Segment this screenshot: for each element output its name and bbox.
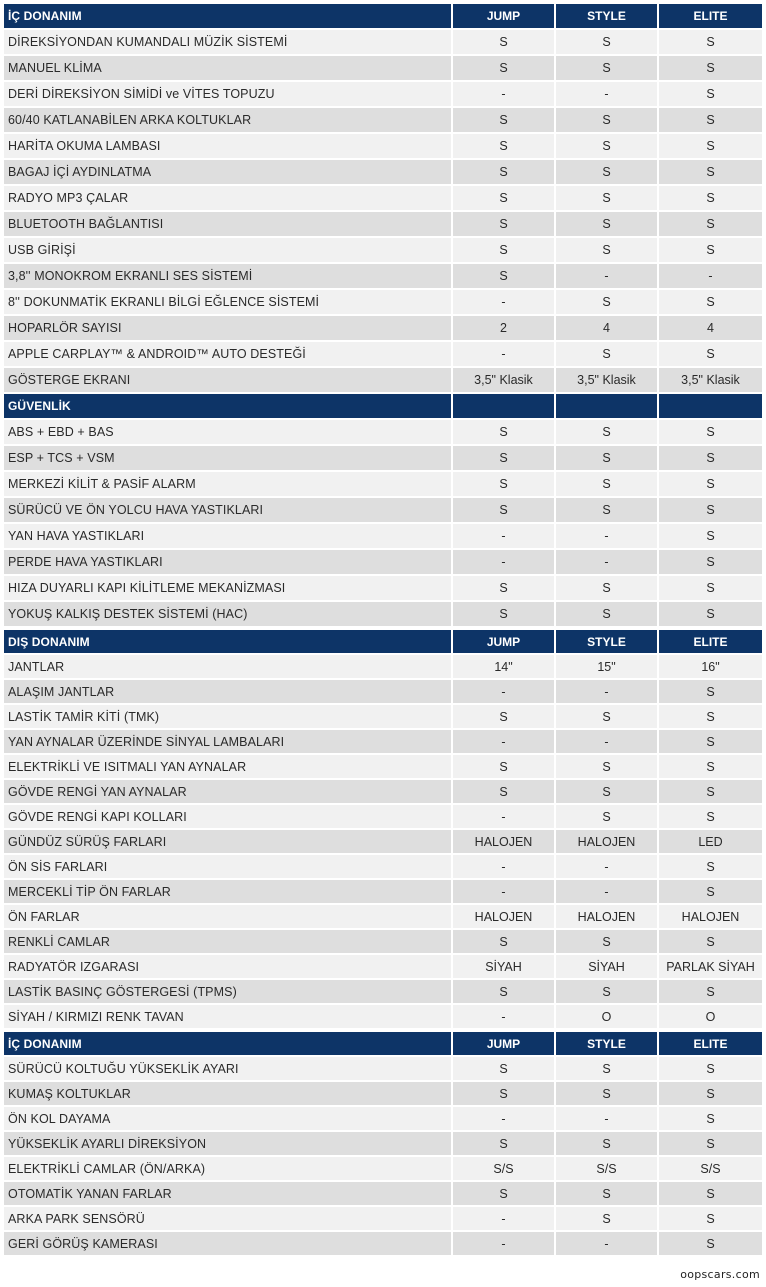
spec-section [4,630,762,1030]
trim-value: S [556,134,659,160]
trim-value: - [453,730,556,755]
feature-label: RENKLİ CAMLAR [4,930,453,955]
feature-label: ARKA PARK SENSÖRÜ [4,1207,453,1232]
trim-value: S [556,160,659,186]
table-row [4,1057,762,1082]
table-row [4,82,762,108]
trim-value: S [556,420,659,446]
trim-value: S [659,1057,762,1082]
trim-value: S [453,56,556,82]
table-row [4,550,762,576]
trim-value: S [453,160,556,186]
trim-value: S [659,680,762,705]
table-row [4,655,762,680]
trim-value: S [556,805,659,830]
trim-value: S [453,238,556,264]
table-row [4,316,762,342]
trim-value: - [453,680,556,705]
trim-value: S [659,420,762,446]
trim-value: SİYAH [453,955,556,980]
table-row [4,602,762,628]
feature-label: MANUEL KLİMA [4,56,453,82]
column-header: JUMP [453,630,556,655]
table-row [4,1082,762,1107]
trim-value: S [659,1182,762,1207]
column-header: STYLE [556,630,659,655]
trim-value: S [659,930,762,955]
feature-label: YAN AYNALAR ÜZERİNDE SİNYAL LAMBALARI [4,730,453,755]
trim-value: - [556,1107,659,1132]
feature-label: HIZA DUYARLI KAPI KİLİTLEME MEKANİZMASI [4,576,453,602]
trim-value: S [556,930,659,955]
table-row [4,680,762,705]
feature-label: RADYO MP3 ÇALAR [4,186,453,212]
table-row [4,56,762,82]
feature-label: ABS + EBD + BAS [4,420,453,446]
feature-label: 60/40 KATLANABİLEN ARKA KOLTUKLAR [4,108,453,134]
trim-value: S [453,602,556,628]
trim-value: 3,5" Klasik [453,368,556,394]
trim-value: S [556,56,659,82]
trim-value: 14" [453,655,556,680]
trim-value: - [556,550,659,576]
column-header: JUMP [453,1032,556,1057]
trim-value: S [556,342,659,368]
column-header [659,394,762,420]
trim-value: SİYAH [556,955,659,980]
section-title: DIŞ DONANIM [4,630,453,655]
section-header [4,4,762,30]
trim-value: S [556,705,659,730]
trim-value: - [453,290,556,316]
trim-value: S [659,805,762,830]
feature-label: GÖSTERGE EKRANI [4,368,453,394]
trim-value: S [556,446,659,472]
table-row [4,1005,762,1030]
trim-value: S [453,1082,556,1107]
trim-value: 3,5" Klasik [659,368,762,394]
feature-label: KUMAŞ KOLTUKLAR [4,1082,453,1107]
trim-value: S [453,1182,556,1207]
table-row [4,1132,762,1157]
section-header [4,1032,762,1057]
trim-value: - [556,855,659,880]
table-row [4,955,762,980]
feature-label: ELEKTRİKLİ CAMLAR (ÖN/ARKA) [4,1157,453,1182]
trim-value: S [453,134,556,160]
trim-value: S [659,56,762,82]
trim-value: S [556,1182,659,1207]
trim-value: S [659,134,762,160]
trim-value: S [659,1082,762,1107]
trim-value: S [659,1132,762,1157]
table-row [4,780,762,805]
trim-value: S [453,212,556,238]
trim-value: S [556,1207,659,1232]
trim-value: S [556,755,659,780]
trim-value: S [556,472,659,498]
trim-value: - [556,680,659,705]
trim-value: S [556,602,659,628]
column-header [453,394,556,420]
trim-value: - [453,805,556,830]
trim-value: - [453,82,556,108]
trim-value: HALOJEN [556,830,659,855]
trim-value: S [556,212,659,238]
trim-value: 3,5" Klasik [556,368,659,394]
trim-value: S [556,1057,659,1082]
trim-value: S [556,498,659,524]
spec-table [4,4,762,1257]
trim-value: S [556,1082,659,1107]
table-row [4,980,762,1005]
column-header: JUMP [453,4,556,30]
trim-value: S [453,472,556,498]
feature-label: GÖVDE RENGİ KAPI KOLLARI [4,805,453,830]
table-row [4,805,762,830]
section-header [4,630,762,655]
trim-value: S [453,1132,556,1157]
table-row [4,30,762,56]
trim-value: S [659,238,762,264]
trim-value: 2 [453,316,556,342]
feature-label: HARİTA OKUMA LAMBASI [4,134,453,160]
feature-label: MERCEKLİ TİP ÖN FARLAR [4,880,453,905]
table-row [4,830,762,855]
table-row [4,1232,762,1257]
feature-label: ALAŞIM JANTLAR [4,680,453,705]
trim-value: S [659,108,762,134]
trim-value: S [659,855,762,880]
trim-value: S [659,212,762,238]
trim-value: - [453,880,556,905]
trim-value: 16" [659,655,762,680]
trim-value: - [453,1232,556,1257]
trim-value: S [659,602,762,628]
table-row [4,108,762,134]
trim-value: S [659,755,762,780]
trim-value: - [453,342,556,368]
feature-label: APPLE CARPLAY™ & ANDROID™ AUTO DESTEĞİ [4,342,453,368]
spec-section [4,1032,762,1257]
column-header: ELITE [659,1032,762,1057]
column-header: ELITE [659,630,762,655]
table-row [4,880,762,905]
feature-label: SİYAH / KIRMIZI RENK TAVAN [4,1005,453,1030]
table-row [4,855,762,880]
table-row [4,368,762,394]
trim-value: S/S [659,1157,762,1182]
column-header: ELITE [659,4,762,30]
trim-value: S [659,1107,762,1132]
table-row [4,238,762,264]
trim-value: S [659,186,762,212]
feature-label: ÖN SİS FARLARI [4,855,453,880]
trim-value: S [556,238,659,264]
table-row [4,1182,762,1207]
trim-value: S [659,446,762,472]
trim-value: S [453,780,556,805]
trim-value: S [659,705,762,730]
table-row [4,264,762,290]
trim-value: - [556,1232,659,1257]
trim-value: S [659,524,762,550]
trim-value: S [659,342,762,368]
trim-value: - [556,82,659,108]
trim-value: HALOJEN [556,905,659,930]
table-row [4,1157,762,1182]
trim-value: - [556,264,659,290]
trim-value: S [556,108,659,134]
feature-label: BLUETOOTH BAĞLANTISI [4,212,453,238]
table-row [4,186,762,212]
trim-value: S [556,780,659,805]
feature-label: 3,8'' MONOKROM EKRANLI SES SİSTEMİ [4,264,453,290]
trim-value: S [453,108,556,134]
trim-value: S [659,550,762,576]
trim-value: S [659,30,762,56]
trim-value: S [453,264,556,290]
feature-label: 8'' DOKUNMATİK EKRANLI BİLGİ EĞLENCE SİSTEMİ [4,290,453,316]
column-header [556,394,659,420]
column-header: STYLE [556,1032,659,1057]
spec-section [4,4,762,394]
table-row [4,472,762,498]
trim-value: S [659,980,762,1005]
feature-label: PERDE HAVA YASTIKLARI [4,550,453,576]
section-title: GÜVENLİK [4,394,453,420]
trim-value: - [659,264,762,290]
trim-value: S [556,30,659,56]
trim-value: S [556,980,659,1005]
trim-value: S [453,1057,556,1082]
trim-value: - [453,524,556,550]
trim-value: S [453,576,556,602]
trim-value: S [659,290,762,316]
table-row [4,446,762,472]
trim-value: HALOJEN [453,830,556,855]
trim-value: S [453,30,556,56]
feature-label: MERKEZİ KİLİT & PASİF ALARM [4,472,453,498]
feature-label: GÖVDE RENGİ YAN AYNALAR [4,780,453,805]
section-header [4,394,762,420]
table-row [4,420,762,446]
trim-value: S [659,730,762,755]
section-title: İÇ DONANIM [4,1032,453,1057]
feature-label: OTOMATİK YANAN FARLAR [4,1182,453,1207]
trim-value: O [556,1005,659,1030]
feature-label: ÖN KOL DAYAMA [4,1107,453,1132]
trim-value: - [453,1107,556,1132]
table-row [4,212,762,238]
trim-value: 15" [556,655,659,680]
trim-value: HALOJEN [659,905,762,930]
trim-value: S [556,576,659,602]
column-header: STYLE [556,4,659,30]
table-row [4,1107,762,1132]
feature-label: YAN HAVA YASTIKLARI [4,524,453,550]
trim-value: S [659,472,762,498]
trim-value: S [556,290,659,316]
trim-value: O [659,1005,762,1030]
trim-value: S [453,705,556,730]
trim-value: S [659,160,762,186]
table-row [4,905,762,930]
feature-label: LASTİK TAMİR KİTİ (TMK) [4,705,453,730]
trim-value: 4 [659,316,762,342]
feature-label: DERİ DİREKSİYON SİMİDİ ve VİTES TOPUZU [4,82,453,108]
feature-label: HOPARLÖR SAYISI [4,316,453,342]
feature-label: YOKUŞ KALKIŞ DESTEK SİSTEMİ (HAC) [4,602,453,628]
trim-value: PARLAK SİYAH [659,955,762,980]
table-row [4,160,762,186]
trim-value: S [659,576,762,602]
feature-label: DİREKSİYONDAN KUMANDALI MÜZİK SİSTEMİ [4,30,453,56]
table-row [4,498,762,524]
spec-section [4,394,762,628]
trim-value: S [659,880,762,905]
trim-value: - [453,550,556,576]
feature-label: LASTİK BASINÇ GÖSTERGESİ (TPMS) [4,980,453,1005]
table-row [4,1207,762,1232]
feature-label: JANTLAR [4,655,453,680]
trim-value: - [453,1005,556,1030]
trim-value: S [659,82,762,108]
feature-label: ESP + TCS + VSM [4,446,453,472]
trim-value: S [659,780,762,805]
trim-value: S/S [556,1157,659,1182]
table-row [4,342,762,368]
table-row [4,524,762,550]
trim-value: S [556,186,659,212]
trim-value: - [453,1207,556,1232]
section-title: İÇ DONANIM [4,4,453,30]
feature-label: SÜRÜCÜ VE ÖN YOLCU HAVA YASTIKLARI [4,498,453,524]
trim-value: S [556,1132,659,1157]
trim-value: - [556,524,659,550]
trim-value: S [453,980,556,1005]
table-row [4,290,762,316]
feature-label: ÖN FARLAR [4,905,453,930]
table-row [4,730,762,755]
trim-value: S [453,186,556,212]
table-row [4,576,762,602]
trim-value: - [556,730,659,755]
trim-value: - [556,880,659,905]
trim-value: S [659,1207,762,1232]
feature-label: GÜNDÜZ SÜRÜŞ FARLARI [4,830,453,855]
watermark: oopscars.com [680,1268,760,1281]
trim-value: S [453,446,556,472]
feature-label: BAGAJ İÇİ AYDINLATMA [4,160,453,186]
trim-value: S [453,930,556,955]
trim-value: HALOJEN [453,905,556,930]
feature-label: YÜKSEKLİK AYARLI DİREKSİYON [4,1132,453,1157]
table-row [4,705,762,730]
trim-value: S [659,498,762,524]
trim-value: 4 [556,316,659,342]
table-row [4,755,762,780]
feature-label: USB GİRİŞİ [4,238,453,264]
trim-value: S [453,755,556,780]
table-row [4,134,762,160]
trim-value: S [453,498,556,524]
table-row [4,930,762,955]
trim-value: S [453,420,556,446]
feature-label: RADYATÖR IZGARASI [4,955,453,980]
feature-label: GERİ GÖRÜŞ KAMERASI [4,1232,453,1257]
trim-value: - [453,855,556,880]
feature-label: ELEKTRİKLİ VE ISITMALI YAN AYNALAR [4,755,453,780]
trim-value: LED [659,830,762,855]
feature-label: SÜRÜCÜ KOLTUĞU YÜKSEKLİK AYARI [4,1057,453,1082]
trim-value: S [659,1232,762,1257]
trim-value: S/S [453,1157,556,1182]
